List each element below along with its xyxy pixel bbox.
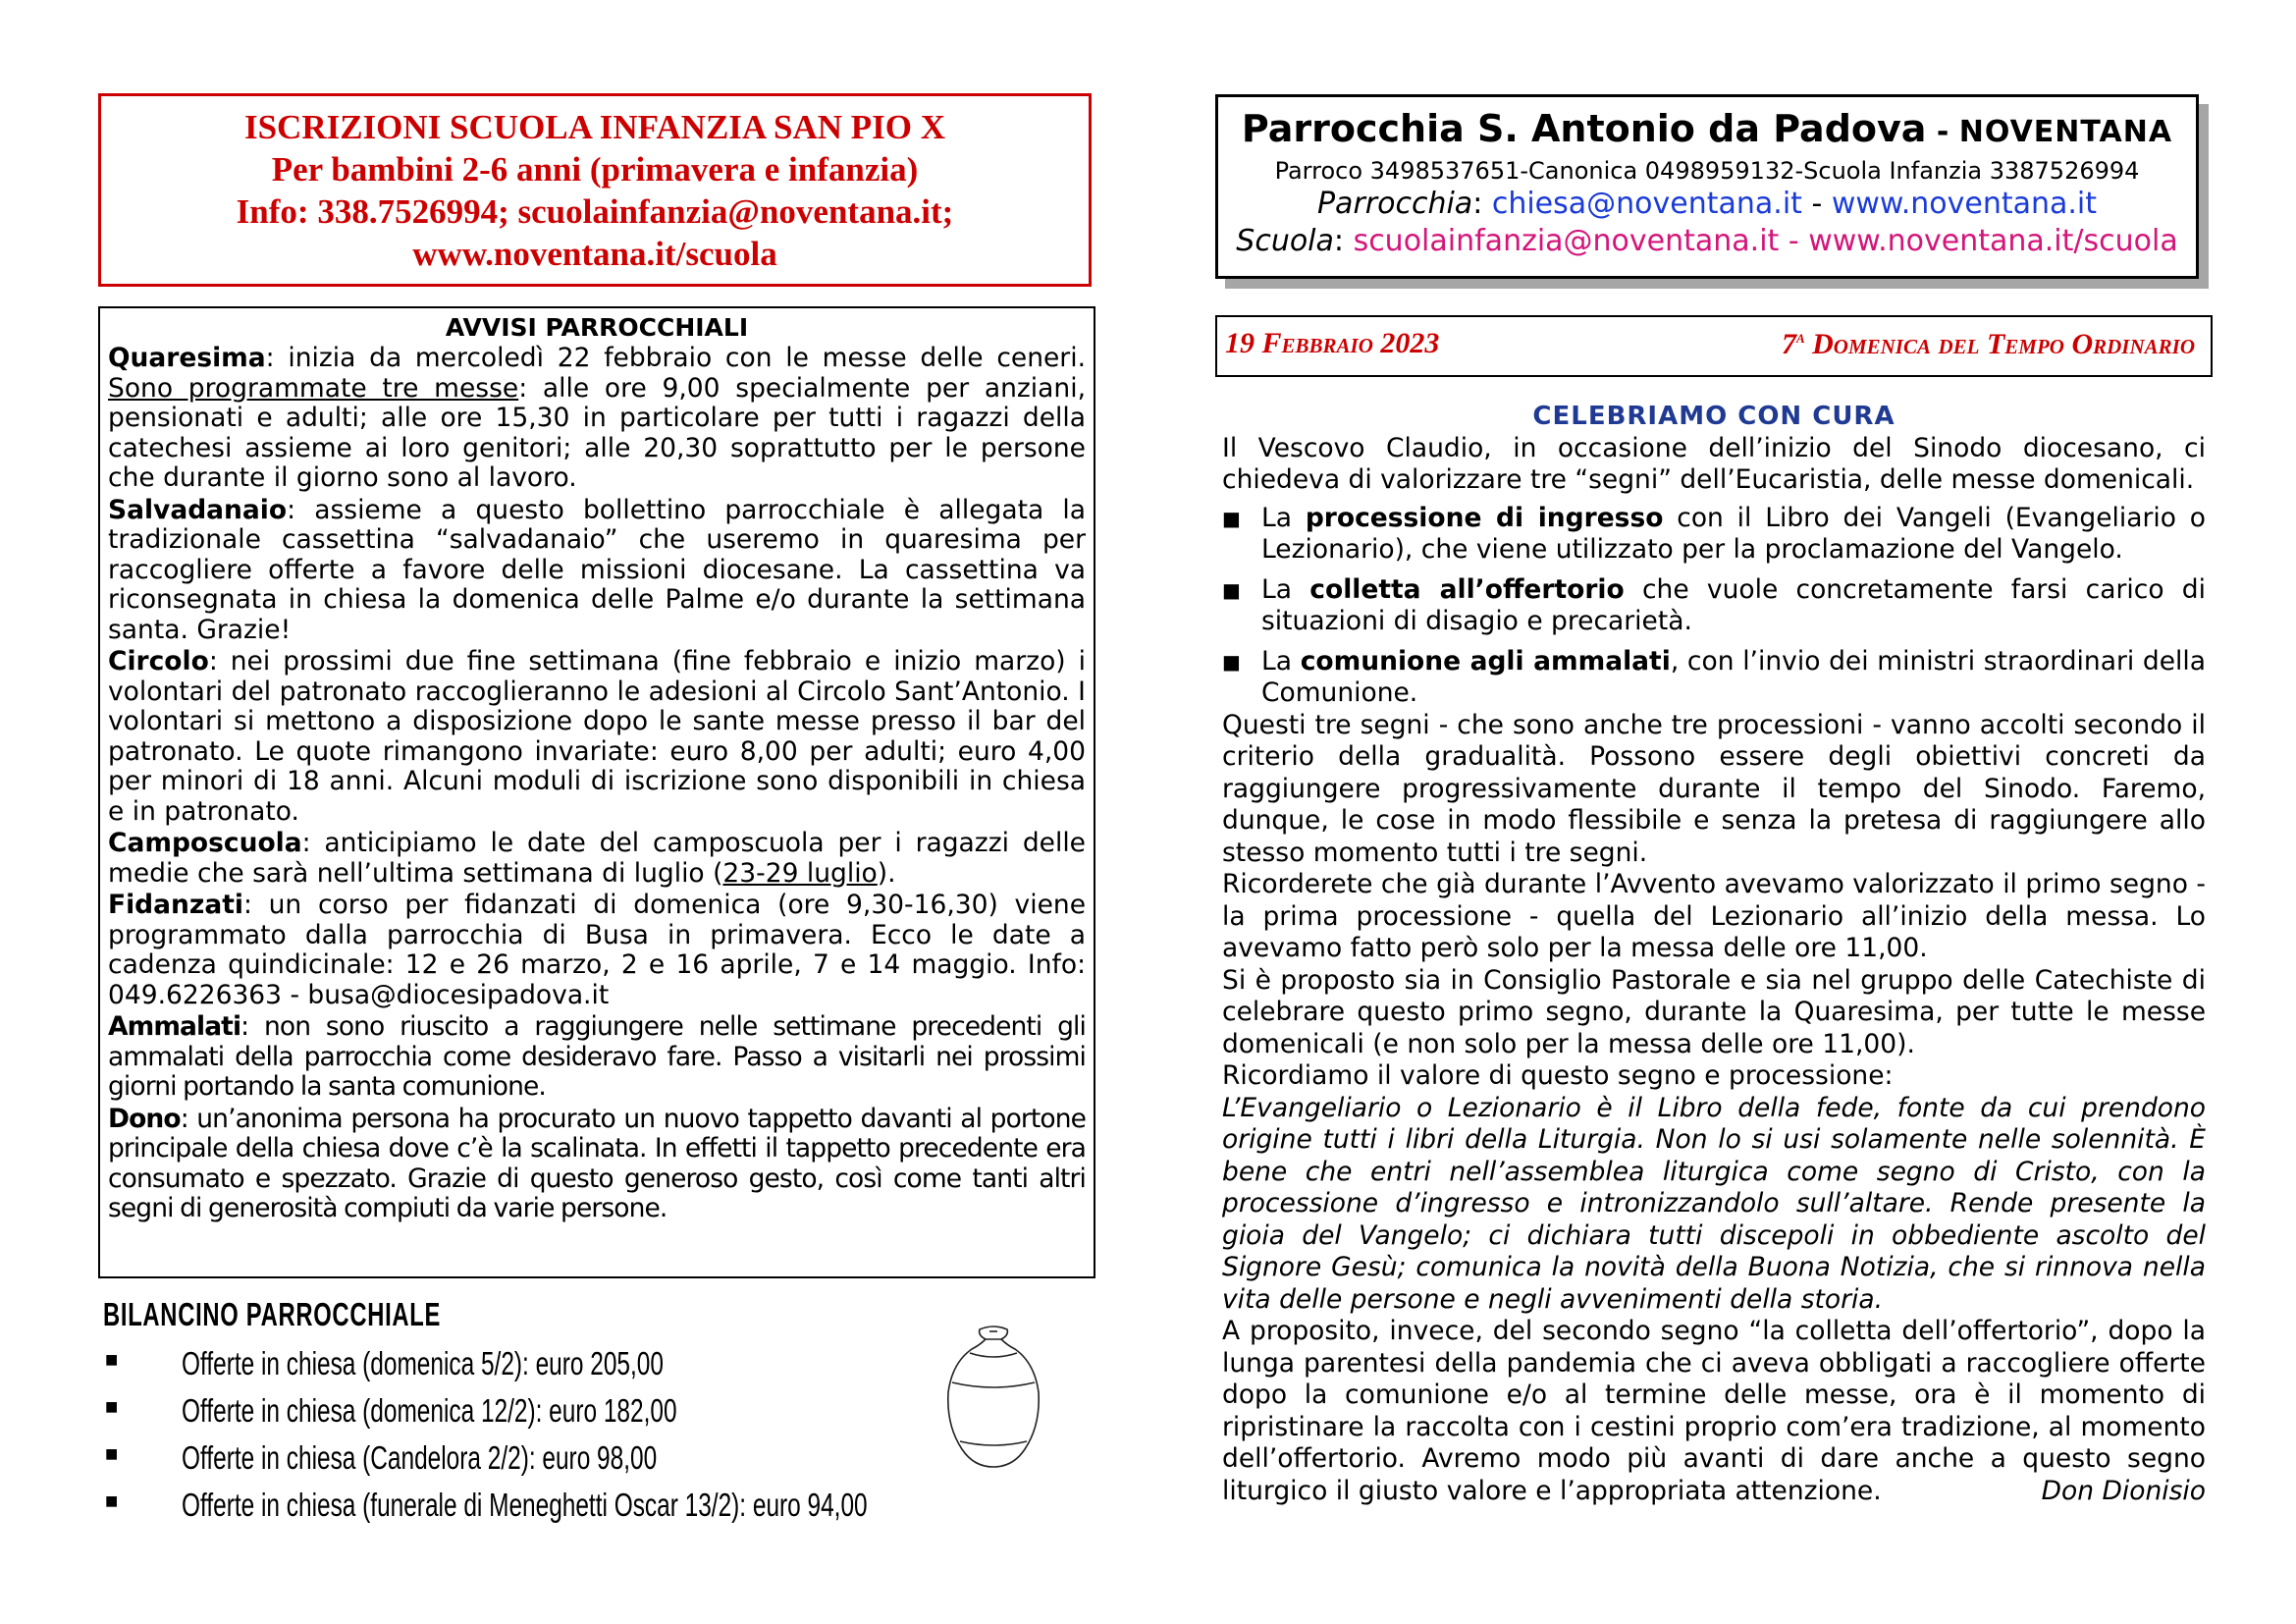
avviso-quaresima: Quaresima: inizia da mercoledì 22 febbraio con le messe delle ceneri. Sono programmate tre messe: alle ore 9,00 specialmente per anziani, pensionati e adulti; alle ore 15,30 in particolare per tutti i ragazzi della catechesi assieme ai loro genitori; alle 20,30 soprattutto per le persone che durante il giorno sono al lavoro. [108, 343, 1086, 493]
list-item: ■ Offerte in chiesa (domenica 5/2): euro 205,00 [105, 1345, 664, 1381]
iscrizioni-box [98, 93, 1092, 287]
bullet-icon: ■ [1222, 577, 1241, 602]
avviso-fidanzati: Fidanzati: un corso per fidanzati di domenica (ore 9,30-16,30) viene programmato dalla parrocchia di Busa in primavera. Ecco le date a cadenza quindicinale: 12 e 26 marzo, 2 e 16 aprile, 7 e 14 maggio. Info: 049.6226363 - busa@diocesipadova.it [108, 890, 1086, 1010]
piggy-bank-jar-icon [940, 1324, 1046, 1471]
article-paragraph: Ricorderete che già durante l’Avvento avevamo valorizzato il primo segno - la prima processione - quella del Lezionario all’inizio della messa. Lo avevamo fatto però solo per la messa delle ore 11,00. [1222, 869, 2206, 963]
parish-row: Parrocchia: chiesa@noventana.it - www.noventana.it [1316, 187, 2098, 221]
iscrizioni-subtitle: Per bambini 2-6 anni (primavera e infanzia) [271, 150, 919, 189]
school-row: Scuola: scuolainfanzia@noventana.it - www.noventana.it/scuola [1236, 224, 2178, 258]
article-paragraph: A proposito, invece, del secondo segno “la colletta dell’offertorio”, dopo la lunga parentesi della pandemia che ci aveva obbligati a raccogliere offerte dopo la comunione e/o al termine delle messe, ora è il momento di ripristinare la raccolta con i cestini proprio com’era tradizione, al momento dell’offertorio. Avremo modo più avanti di dare anche a questo segno liturgico il giusto valore e l’appropriata attenzione. Don Dionisio [1222, 1316, 2206, 1506]
list-item: ■ Offerte in chiesa (funerale di Meneghetti Oscar 13/2): euro 94,00 [105, 1487, 868, 1523]
article-paragraph: Ricordiamo il valore di questo segno e processione: [1222, 1060, 1894, 1091]
list-item: ■ La processione di ingresso con il Libro dei Vangeli (Evangeliario o Lezionario), che viene utilizzato per la proclamazione del Vangelo. [1222, 502, 2206, 565]
parish-email-link[interactable]: chiesa@noventana.it [1491, 187, 1802, 221]
bullet-icon: ■ [1222, 649, 1241, 674]
article-paragraph: Si è proposto sia in Consiglio Pastorale e sia nel gruppo delle Catechiste di celebrare questo primo segno, durante la Quaresima, per tutte le messe domenicali (e non solo per la messa delle ore 11,00). [1222, 964, 2206, 1059]
parish-contacts: Parroco 3498537651-Canonica 0498959132-Scuola Infanzia 3387526994 [1274, 157, 2140, 185]
bullet-icon: ■ [1222, 506, 1241, 530]
parish-name: Parrocchia S. Antonio da Padova - NOVENTANA [1241, 107, 2173, 150]
parish-header [1215, 94, 2199, 279]
iscrizioni-website: www.noventana.it/scuola [412, 235, 777, 273]
avviso-ammalati: Ammalati: non sono riuscito a raggiungere nelle settimane precedenti gli ammalati della parrocchia come desideravo fare. Passo a visitarli nei prossimi giorni portando la santa comunione. [108, 1011, 1086, 1102]
bilancino-title: BILANCINO PARROCCHIALE [103, 1296, 442, 1332]
list-item: ■ La colletta all’offertorio che vuole concretamente farsi carico di situazioni di disagio e precarietà. [1222, 573, 2206, 636]
bilancino-section [103, 1296, 947, 1534]
parish-website-link[interactable]: www.noventana.it [1831, 187, 2098, 221]
avviso-dono: Dono: un’anonima persona ha procurato un nuovo tappetto davanti al portone principale della chiesa dove c’è la scalinata. In effetti il tappetto precedente era consumato e spezzato. Grazie di questo generoso gesto, così come tanti altri segni di generosità compiuti da varie persone. [108, 1103, 1086, 1223]
bullet-icon: ■ [105, 1441, 119, 1466]
date-bar [1215, 315, 2213, 377]
list-item: ■ Offerte in chiesa (Candelora 2/2): euro 98,00 [105, 1439, 658, 1476]
iscrizioni-info: Info: 338.7526994; scuolainfanzia@noventana.it; [236, 192, 954, 231]
list-item: ■ La comunione agli ammalati, con l’invio dei ministri straordinari della Comunione. [1222, 645, 2206, 708]
article-celebriamo [1222, 401, 2206, 1507]
avvisi-heading: AVVISI PARROCCHIALI [445, 313, 749, 342]
bullet-icon: ■ [105, 1347, 119, 1372]
article-signature: Don Dionisio [2041, 1475, 2206, 1506]
article-bullets [1222, 503, 2206, 710]
article-quote: L’Evangeliario o Lezionario è il Libro della fede, fonte da cui prendono origine tutti i libri della Liturgia. Non lo si usi solamente nelle solennità. È bene che entri nell’assemblea liturgica come segno di Cristo, con la processione d’ingresso e intronizzandolo sull’altare. Rende presente la gioia del Vangelo; ci dichiara tutti discepoli in obbediente ascolto del Signore Gesù; comunica la novità della Buona Notizia, che si rinnova nella vita delle persone e negli avvenimenti della storia. [1222, 1092, 2206, 1315]
issue-date: 19 Febbraio 2023 [1225, 327, 1440, 359]
liturgical-sunday: 7$^a$ Domenica del Tempo Ordinario [1781, 327, 2195, 360]
article-paragraph: Questi tre segni - che sono anche tre processioni - vanno accolti secondo il criterio della gradualità. Possono essere degli obiettivi concreti da raggiungere progressivamente durante il tempo del Sinodo. Faremo, dunque, le cose in modo flessibile e senza la pretesa di raggiungere allo stesso momento tutti i tre segni. [1222, 709, 2206, 868]
bullet-icon: ■ [105, 1394, 119, 1419]
avviso-circolo: Circolo: nei prossimi due fine settimana (fine febbraio e inizio marzo) i volontari del patronato raccoglieranno le adesioni al Circolo Sant’Antonio. I volontari si mettono a disposizione dopo le sante messe presso il bar del patronato. Le quote rimangono invariate: euro 8,00 per adulti; euro 4,00 per minori di 18 anni. Alcuni moduli di iscrizione sono disponibili in chiesa e in patronato. [108, 646, 1086, 827]
avvisi-box [98, 306, 1095, 1278]
bilancino-list [103, 1345, 947, 1534]
article-title: CELEBRIAMO CON CURA [1532, 402, 1896, 431]
avviso-salvadanaio: Salvadanaio: assieme a questo bollettino parrocchiale è allegata la tradizionale cassettina “salvadanaio” che useremo in quaresima per raccogliere offerte a favore delle missioni diocesane. La cassettina va riconsegnata in chiesa la domenica delle Palme e/o durante la settimana santa. Grazie! [108, 494, 1086, 645]
article-intro: Il Vescovo Claudio, in occasione dell’inizio del Sinodo diocesano, ci chiedeva di valorizzare tre “segni” dell’Eucaristia, delle messe domenicali. [1222, 432, 2206, 495]
school-email-link[interactable]: scuolainfanzia@noventana.it [1353, 224, 1780, 258]
iscrizioni-title: ISCRIZIONI SCUOLA INFANZIA SAN PIO X [243, 108, 946, 146]
avviso-camposcuola: Camposcuola: anticipiamo le date del camposcuola per i ragazzi delle medie che sarà nell’ultima settimana di luglio (23-29 luglio). [108, 828, 1086, 889]
school-website-link[interactable]: www.noventana.it/scuola [1808, 224, 2178, 258]
bullet-icon: ■ [105, 1489, 119, 1513]
list-item: ■ Offerte in chiesa (domenica 12/2): euro 182,00 [105, 1392, 677, 1429]
